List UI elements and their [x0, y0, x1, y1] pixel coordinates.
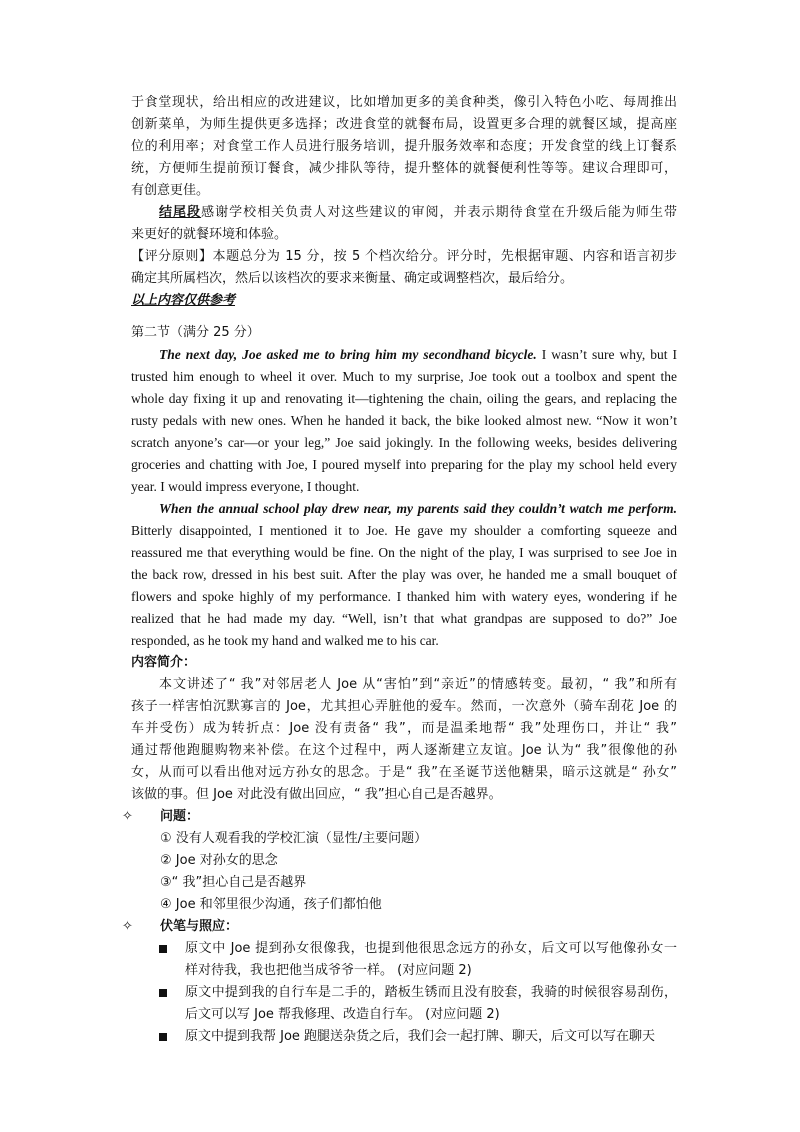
- problems-heading: [122, 806, 677, 828]
- heading: 伏笔与照应：: [160, 919, 239, 934]
- text-line: reassured me that everything would be fine. On the night of the play, I was surprised to see Joe in: [131, 545, 677, 560]
- text: I wasn’t sure why, but I: [536, 347, 677, 362]
- summary-section: [131, 652, 677, 806]
- text-line: rusty pedals with new ones. When he handed it back, the bike looked almost new. “Now it won’t: [131, 413, 677, 428]
- text-line: Bitterly disappointed, I mentioned it to Joe. He gave my shoulder a comforting squeeze and: [131, 523, 677, 538]
- text-line: 来更好的就餐环境和体验。: [131, 227, 288, 242]
- list-item: [185, 982, 677, 1004]
- text-line: year. I would impress everyone, I thought.: [131, 479, 360, 494]
- intro-paragraph: [131, 92, 677, 312]
- text-line: 该做的事。但 Joe 对此没有做出回应，“ 我”担心自己是否越界。: [131, 787, 502, 802]
- square-bullet-icon: [159, 945, 167, 953]
- problem-item: ④ Joe 和邻里很少沟通，孩子们都怕他: [160, 897, 382, 912]
- text-line: 后文可以写 Joe 帮我修理、改造自行车。 (对应问题 2): [185, 1007, 500, 1022]
- text-line: [131, 344, 677, 366]
- problem-item: ② Joe 对孙女的思念: [160, 853, 278, 868]
- ending-paragraph: [131, 202, 677, 224]
- text-line: 样对待我，我也把他当成爷爷一样。 (对应问题 2): [185, 963, 472, 978]
- document-page: [122, 92, 677, 1048]
- problems-section: [122, 806, 677, 938]
- text-line: 有创意更佳。: [131, 183, 210, 198]
- text-line: 本文讲述了“ 我”对邻居老人 Joe 从“害怕”到“亲近”的情感转变。最初，“ 我”和所有: [159, 677, 677, 692]
- text-line: scratch anyone’s car—or your leg,” Joe said jokingly. In the following weeks, besides delivering: [131, 435, 677, 450]
- reference-note: 以上内容仅供参考: [131, 293, 236, 308]
- text-line: realized that he had made my day. “Well, isn’t that what grandpas are supposed to do?” Joe: [131, 611, 677, 626]
- list-item: [185, 1026, 677, 1048]
- text-line: 通过帮他跑腿购物来补偿。在这个过程中，两人逐渐建立友谊。Joe 认为“ 我”很像他的孙: [131, 743, 677, 758]
- text-line: 女，从而可以看出他对远方孙女的思念。于是“ 我”在圣诞节送他糖果，暗示这就是“ 孙女”: [131, 765, 677, 780]
- scoring-line: 【评分原则】本题总分为 15 分，按 5 个档次给分。评分时，先根据审题、内容和语言初步: [131, 249, 677, 264]
- section-title-block: [131, 322, 677, 344]
- square-bullet-icon: [159, 1033, 167, 1041]
- story-paragraphs: [131, 344, 677, 652]
- text-line: responded, as he took my hand and walked me to his car.: [131, 633, 439, 648]
- text-line: trusted him enough to wheel it over. Much to my surprise, Joe took out a toolbox and spent the: [131, 369, 677, 384]
- text: 原文中提到我帮 Joe 跑腿送杂货之后，我们会一起打牌、聊天，后文可以写在聊天: [185, 1029, 656, 1044]
- text-line: the back row, dressed in his best suit. After the play was over, he handed me a small bouquet of: [131, 567, 677, 582]
- story-lead: The next day, Joe asked me to bring him my secondhand bicycle.: [159, 347, 537, 362]
- text-line: 统，方便师生提前预订餐食，减少排队等待，提升整体的就餐便利性等等。建议合理即可，: [131, 161, 677, 176]
- section-title: 第二节（满分 25 分）: [131, 325, 260, 340]
- ending-label: 结尾段: [159, 205, 202, 220]
- summary-heading: 内容简介：: [131, 655, 197, 670]
- text-line: 于食堂现状，给出相应的改进建议，比如增加更多的美食种类，像引入特色小吃、每周推出: [131, 95, 677, 110]
- diamond-icon: ✧: [122, 809, 133, 824]
- text: 感谢学校相关负责人对这些建议的审阅，并表示期待食堂在升级后能为师生带: [201, 205, 677, 220]
- story-lead: When the annual school play drew near, my parents said they couldn’t watch me perform.: [159, 501, 677, 516]
- scoring-line: 确定其所属档次，然后以该档次的要求来衡量、确定或调整档次，最后给分。: [131, 271, 574, 286]
- text-line: 车并受伤）成为转折点：Joe 没有责备“ 我”，而是温柔地帮“ 我”处理伤口，并让“ 我”: [131, 721, 677, 736]
- text: 原文中 Joe 提到孙女很像我，也提到他很思念远方的孙女，后文可以写他像孙女一: [185, 941, 677, 956]
- foreshadowing-heading: [122, 916, 677, 938]
- problem-item: ① 没有人观看我的学校汇演（显性/主要问题）: [160, 831, 428, 846]
- spacer: [131, 312, 677, 322]
- diamond-icon: ✧: [122, 919, 133, 934]
- heading: 问题：: [160, 809, 200, 824]
- list-item: [185, 938, 677, 960]
- text-line: flowers and spoke highly of my performance. I thanked him with watery eyes, wondering if he: [131, 589, 677, 604]
- problem-item: ③“ 我”担心自己是否越界: [160, 875, 307, 890]
- text-line: 孩子一样害怕沉默寡言的 Joe，尤其担心弄脏他的爱车。然而，一次意外（骑车刮花 Joe 的: [131, 699, 677, 714]
- square-bullet-icon: [159, 989, 167, 997]
- foreshadowing-list: [185, 938, 677, 1048]
- text-line: groceries and chatting with Joe, I poured myself into preparing for the play my school held every: [131, 457, 677, 472]
- text: 原文中提到我的自行车是二手的，踏板生锈而且没有胶套，我骑的时候很容易刮伤，: [185, 985, 677, 1000]
- text-line: whole day fixing it up and renovating it—tightening the chain, oiling the gears, and replacing the: [131, 391, 677, 406]
- text-line: 位的利用率；对食堂工作人员进行服务培训，提升服务效率和态度；开发食堂的线上订餐系: [131, 139, 677, 154]
- text-line: 创新菜单，为师生提供更多选择；改进食堂的就餐布局，设置更多合理的就餐区域，提高座: [131, 117, 677, 132]
